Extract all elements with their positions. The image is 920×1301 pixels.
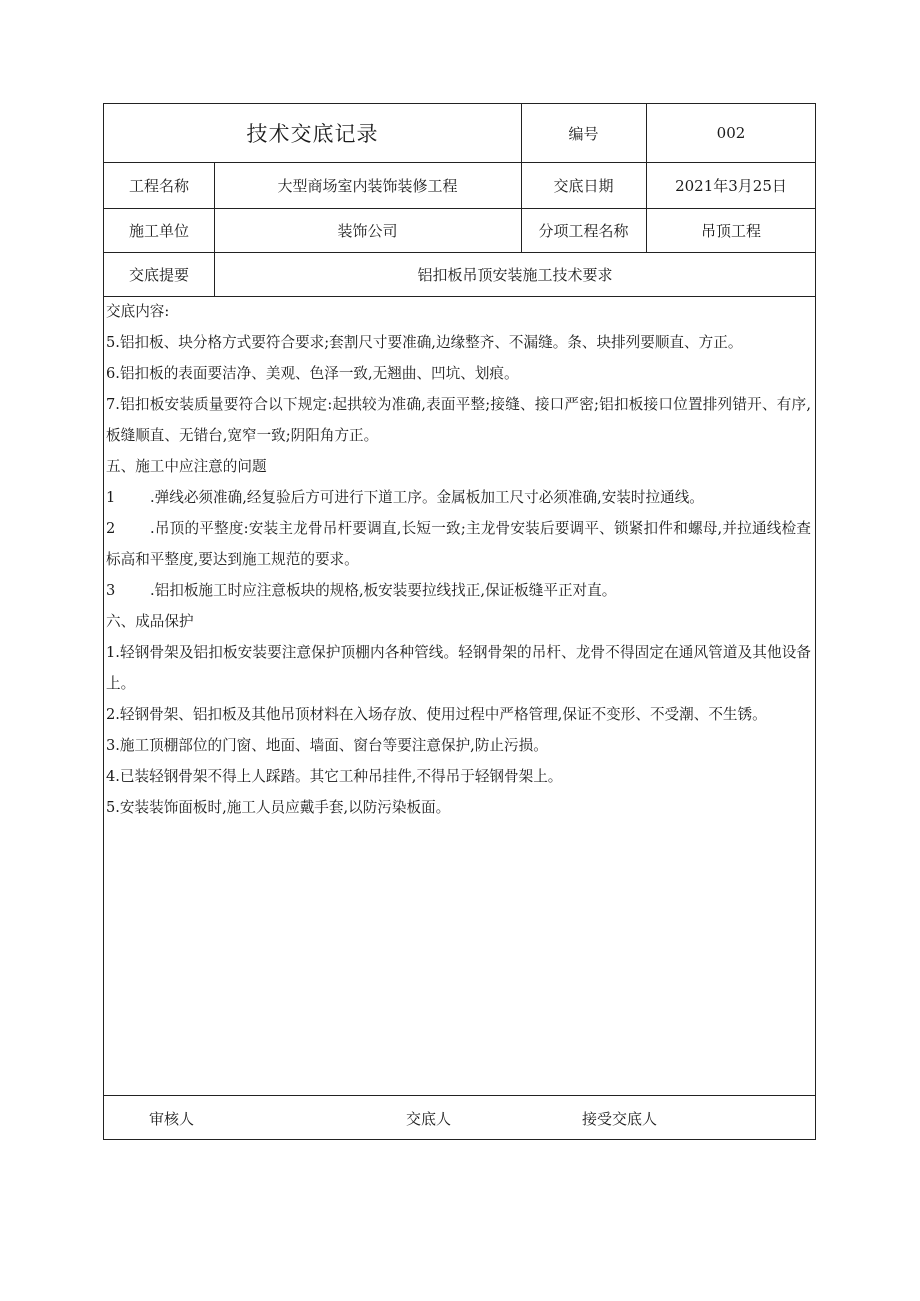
construction-unit-value: 装饰公司	[337, 221, 398, 240]
section-6-item-1: 1.轻钢骨架及铝扣板安装要注意保护顶棚内各种管线。轻钢骨架的吊杆、龙骨不得固定在通风管道及其他设备上。	[106, 644, 811, 692]
reviewer-label: 审核人	[149, 1109, 195, 1128]
project-name-value: 大型商场室内装饰装修工程	[277, 176, 458, 195]
number-label: 编号	[568, 124, 599, 143]
content-heading: 交底内容:	[106, 303, 170, 320]
summary-value: 铝扣板吊顶安装施工技术要求	[417, 265, 613, 284]
item-text: .吊顶的平整度:安装主龙骨吊杆要调直,长短一致;主龙骨安装后要调平、锁紧扣件和螺母,并拉通线检查标高和平整度,要达到施工规范的要求。	[106, 520, 811, 568]
row-divider	[104, 1095, 815, 1096]
receiver-label: 接受交底人	[582, 1109, 658, 1128]
disclosure-record-form	[103, 103, 816, 1140]
page-title: 技术交底记录	[246, 122, 379, 146]
section-6-item-5: 5.安装装饰面板时,施工人员应戴手套,以防污染板面。	[106, 799, 451, 816]
number-value: 002	[716, 124, 746, 142]
date-label: 交底日期	[553, 176, 614, 195]
disclosure-content	[106, 302, 811, 829]
section-5-item-3	[106, 581, 811, 600]
section-5-item-2	[106, 513, 811, 575]
item-number: 2	[106, 520, 116, 537]
item-number: 3	[106, 582, 116, 599]
date-value: 2021年3月25日	[675, 176, 787, 195]
subproject-value: 吊顶工程	[700, 221, 761, 240]
content-item-5: 5.铝扣板、块分格方式要符合要求;套割尺寸要准确,边缘整齐、不漏缝。条、块排列要顺直、方正。	[106, 334, 743, 351]
content-item-6: 6.铝扣板的表面要洁净、美观、色泽一致,无翘曲、凹坑、划痕。	[106, 365, 519, 382]
content-item-7: 7.铝扣板安装质量要符合以下规定:起拱较为准确,表面平整;接缝、接口严密;铝扣板接口位置排列错开、有序,板缝顺直、无错台,宽窄一致;阴阳角方正。	[106, 396, 811, 444]
section-6-title: 六、成品保护	[106, 613, 194, 630]
item-number: 1	[106, 489, 116, 506]
item-text: .铝扣板施工时应注意板块的规格,板安装要拉线找正,保证板缝平正对直。	[150, 582, 617, 599]
item-text: .弹线必须准确,经复验后方可进行下道工序。金属板加工尺寸必须准确,安装时拉通线。	[150, 489, 704, 506]
section-6-item-3: 3.施工顶棚部位的门窗、地面、墙面、窗台等要注意保护,防止污损。	[106, 737, 548, 754]
project-name-label: 工程名称	[128, 176, 189, 195]
row-divider	[104, 296, 815, 297]
section-5-item-1	[106, 488, 811, 507]
summary-label: 交底提要	[128, 265, 189, 284]
section-6-item-2: 2.轻钢骨架、铝扣板及其他吊顶材料在入场存放、使用过程中严格管理,保证不变形、不受潮、不生锈。	[106, 706, 767, 723]
discloser-label: 交底人	[406, 1109, 452, 1128]
subproject-label: 分项工程名称	[538, 221, 629, 240]
construction-unit-label: 施工单位	[128, 221, 189, 240]
section-5-title: 五、施工中应注意的问题	[106, 458, 267, 475]
section-6-item-4: 4.已装轻钢骨架不得上人踩踏。其它工种吊挂件,不得吊于轻钢骨架上。	[106, 768, 563, 785]
